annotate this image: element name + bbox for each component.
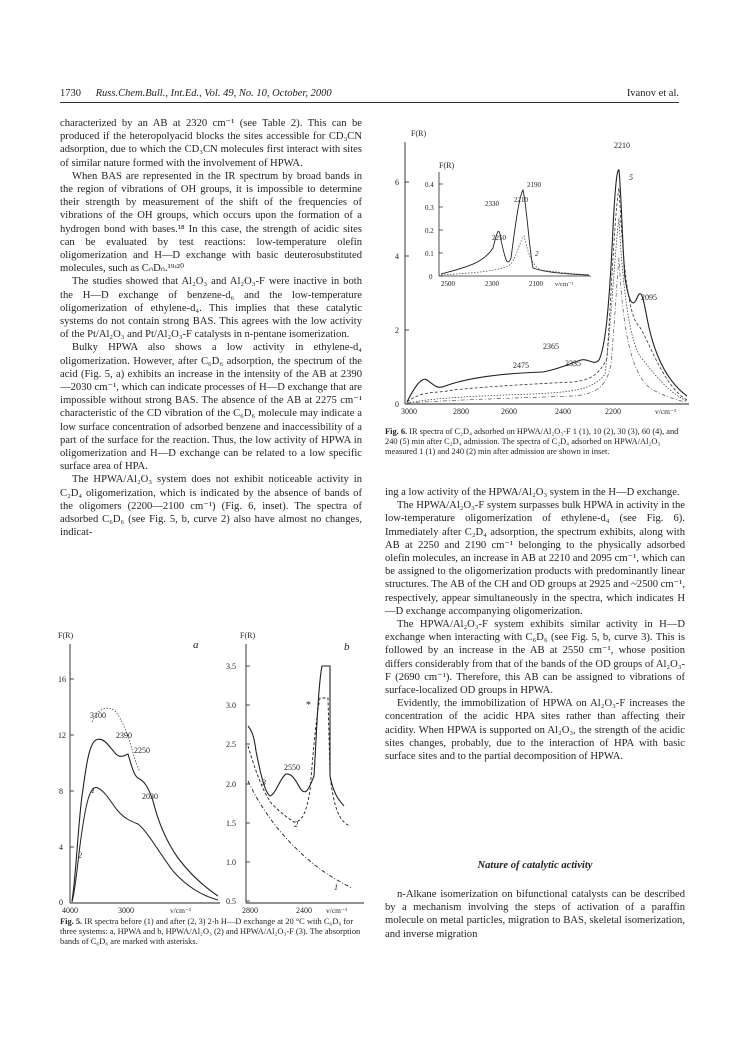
ytick: 8: [59, 787, 63, 796]
paragraph: The HPWA/Al₂O₃ system does not exhibit noticeable activity in C₂D₄ oligomerization, which is indicated by the absence of bands of the oligomers (2200—2100 cm⁻¹) (Fig. 6, inset). The spectra of adsorbed C₆D₆ (see Fig. 5, b, curve 2) also have almost no changes, indicat-: [60, 474, 362, 539]
peak-label: 3100: [90, 711, 106, 720]
inset-ylabel: F(R): [439, 161, 455, 170]
curve-label: 2: [78, 851, 82, 860]
paragraph: The studies showed that Al₂O₃ and Al₂O₃-F were inactive in both the H—D exchange of benzene-d₆ and the low-temperature oligomerization of ethylene-d₄. This implies that these catalytic systems do not contain strong BAS. This agrees with the low activity of the Pt/Al₂O₃ and Pt/Al₂O₃-F catalysts in n-pentane isomerization.: [60, 276, 362, 341]
peak-label: 2365: [543, 342, 559, 351]
left-column: [60, 117, 362, 540]
peak-label: 2250: [134, 746, 150, 755]
ytick: 6: [395, 178, 399, 187]
paragraph: n-Alkane isomerization on bifunctional catalysts can be described by a mechanism involving the steps of activation of a paraffin molecule on metal particles, migration to BAS, skeletal isomerization, and inverse migration: [385, 889, 685, 940]
xtick: 2800: [453, 407, 469, 416]
figure5-panel-b: [222, 626, 364, 916]
ytick: 0.5: [226, 897, 236, 906]
xunit: v/cm⁻¹: [170, 906, 192, 915]
inset-curve-2: [441, 236, 589, 275]
inset-curve-label: 2: [535, 250, 539, 258]
curve-label: 1: [334, 883, 338, 892]
peak-label: 2550: [284, 763, 300, 772]
peak-label: 2390: [116, 731, 132, 740]
figure6-caption: Fig. 6. IR spectra of C₂D₄ adsorbed on HPWA/Al₂O₃-F 1 (1), 10 (2), 30 (3), 60 (4), and 240 (5) min after C₂D₄ admission. The spectra of C₂D₄ adsorbed on HPWA/Al₂O₃ measured 1 (1) and 240 (2) min after admission are shown in inset.: [385, 427, 679, 457]
xtick: 2400: [555, 407, 571, 416]
asterisk-marker: *: [306, 700, 311, 711]
ytick: 3.5: [226, 662, 236, 671]
xtick: 4000: [62, 906, 78, 915]
xunit: v/cm⁻¹: [655, 407, 677, 416]
ytick: 3.0: [226, 701, 236, 710]
xtick: 2400: [296, 906, 312, 915]
figure6: [393, 128, 689, 423]
curve-label: 1: [91, 786, 95, 795]
right-column: [385, 486, 685, 763]
running-header: [60, 88, 679, 103]
xtick: 2200: [605, 407, 621, 416]
inset-ytick: 0: [429, 273, 433, 281]
ytick: 2.5: [226, 740, 236, 749]
peak-label: 2475: [513, 361, 529, 370]
ytick: 16: [58, 675, 66, 684]
inset-peak-label: 2190: [527, 181, 541, 189]
curve-2: [248, 698, 350, 826]
ytick: 1.0: [226, 858, 236, 867]
panel-label: b: [344, 641, 350, 653]
figure5-caption: Fig. 5. IR spectra before (1) and after (2, 3) 2-h H—D exchange at 20 °C with C₆D₆ for three systems: a, HPWA and b, HPWA/Al₂O₃ (2) and HPWA/Al₂O₃-F (3). The absorption bands of C₆D₆ are marked with asterisks.: [60, 917, 361, 947]
curve-2: [72, 787, 218, 902]
xunit: v/cm⁻¹: [326, 906, 348, 915]
inset-ytick: 0.2: [425, 227, 434, 235]
xtick: 2600: [501, 407, 517, 416]
ytick: 4: [395, 252, 399, 261]
ytick: 12: [58, 731, 66, 740]
authors: Ivanov et al.: [626, 88, 679, 99]
peak-label: 2335: [565, 359, 581, 368]
inset-ytick: 0.1: [425, 250, 434, 258]
ytick: 2.0: [226, 780, 236, 789]
inset-ytick: 0.3: [425, 204, 434, 212]
ylabel: F(R): [58, 631, 74, 640]
paragraph: Evidently, the immobilization of HPWA on Al₂O₃-F increases the concentration of the acidic HPA sites rather than affecting their acidity. When HPWA is supported on Al₂O₃, the strength of the acidic sites changes, probably, due to the interaction of HPA with basic surface sites and to the partial decomposition of HPWA.: [385, 698, 685, 763]
paragraph: The HPWA/Al₂O₃-F system exhibits similar activity in H—D exchange when interacting with C₆D₆ (see Fig. 5, b, curve 3). This is followed by an increase in the AB at 2550 cm⁻¹, whose position differs considerably from that of the bands of the OD groups of Al₂O₃-F (2690 cm⁻¹). Therefore, this AB can be assigned to vibrations of surface-localized OD groups in HPWA.: [385, 619, 685, 697]
inset-xunit: v/cm⁻¹: [555, 281, 574, 288]
xtick: 3000: [401, 407, 417, 416]
paragraph: Bulky HPWA also shows a low activity in ethylene-d₄ oligomerization. However, after C₆D₆ adsorption, the spectrum of the acid (Fig. 5, a) exhibits an increase in the intensity of the AB at 2390—2030 cm⁻¹, which can indicate processes of H—D exchange that are impossible without strong BAS. The absence of the AB at 2275 cm⁻¹ characteristic of the CD vibration of the C₆D₆ molecule may indicate a low surface concentration of adsorbed benzene and inaccessibility of a part of the surface for the reaction. Thus, the low activity of HPWA in oligomerization and H—D exchange can be related to a low specific surface area of HPA.: [60, 342, 362, 473]
inset-xtick: 2500: [441, 280, 455, 288]
curve-1: [72, 739, 218, 901]
ylabel: F(R): [240, 631, 256, 640]
curve-label: 5: [629, 173, 633, 182]
figure5-panel-a: [58, 626, 220, 916]
ytick: 1.5: [226, 819, 236, 828]
right-column-section: [385, 888, 685, 941]
inset-peak-label: 2330: [485, 200, 499, 208]
inset-peak-label: 2250: [492, 234, 506, 242]
ytick: 0: [59, 898, 63, 907]
curve-label: 2: [294, 820, 298, 829]
xtick: 3000: [118, 906, 134, 915]
figure6-inset: [425, 161, 591, 288]
xtick: 2800: [242, 906, 258, 915]
peak-label: 2210: [614, 141, 630, 150]
ytick: 4: [59, 843, 63, 852]
peak-label: 2030: [142, 792, 158, 801]
page-number: 1730: [60, 88, 81, 99]
inset-peak-label: 2210: [514, 196, 528, 204]
curve-label: 3: [262, 778, 266, 787]
curve-1: [248, 781, 352, 888]
inset-xtick: 2300: [485, 280, 499, 288]
inset-ytick: 0.4: [425, 181, 434, 189]
ylabel: F(R): [411, 129, 427, 138]
ytick: 2: [395, 326, 399, 335]
inset-xtick: 2100: [529, 280, 543, 288]
paragraph: characterized by an AB at 2320 cm⁻¹ (see Table 2). This can be produced if the heteropolyacid blocks the sites accessible for CD₃CN adsorption, due to which the CD₃CN molecules first interact with sites of similar nature formed with the involvement of HPWA.: [60, 118, 362, 169]
journal-citation: Russ.Chem.Bull., Int.Ed., Vol. 49, No. 10, October, 2000: [95, 88, 332, 99]
paragraph: When BAS are represented in the IR spectrum by broad bands in the region of vibrations of OH groups, it is impossible to determine their strength by measurement of the shift of the frequencies of vibrations of the OH groups, which occurs upon the formation of a hydrogen bond with bases.¹⁸ In this case, the strength of acidic sites can be evaluated by test reactions: low-temperature olefin oligomerization and H—D exchange with basic deuterosubstituted molecules, such as CₙDₙ.¹⁹ʴ²⁰: [60, 170, 362, 275]
ytick: 0: [395, 400, 399, 409]
panel-label: a: [193, 639, 199, 651]
paragraph: ing a low activity of the HPWA/Al₂O₃ system in the H—D exchange.: [385, 487, 680, 498]
paragraph: The HPWA/Al₂O₃-F system surpasses bulk HPWA in activity in the low-temperature oligomerization of ethylene-d₄ (see Fig. 6). Immediately after C₂D₄ adsorption, the spectrum exhibits, along with AB at 2250 and 2190 cm⁻¹ belonging to the physically adsorbed olefin molecules, an increase in AB at 2210 and 2095 cm⁻¹, which can be assigned to the oligomerization products with predominantly linear structures. The AB of the CH and OD groups at 2925 and ~2500 cm⁻¹, respectively, appear simultaneously in the spectra, which indicates H—D exchange accompanying oligomerization.: [385, 500, 685, 617]
section-heading: Nature of catalytic activity: [477, 860, 593, 871]
peak-label: 2095: [641, 293, 657, 302]
curve-3: [407, 218, 687, 403]
